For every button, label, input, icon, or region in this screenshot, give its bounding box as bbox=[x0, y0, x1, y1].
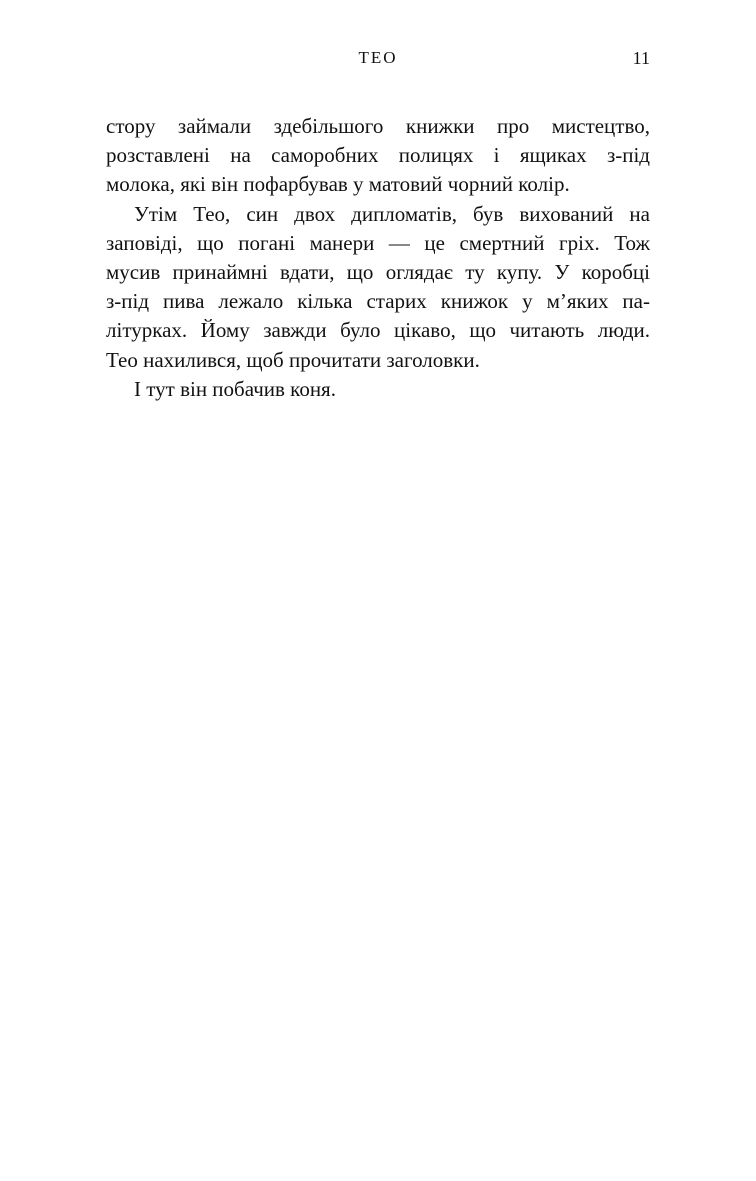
text-line: з-під пива лежало кілька старих книжок у м’яких па- bbox=[106, 289, 650, 314]
page-number: 11 bbox=[632, 48, 650, 68]
text-line: заповіді, що погані манери — це смертний гріх. Тож bbox=[106, 230, 650, 255]
paragraph-3 bbox=[106, 375, 650, 404]
paragraph-2 bbox=[106, 200, 650, 375]
text-line: молока, які він пофарбував у матовий чорний колір. bbox=[106, 172, 570, 197]
paragraph-1 bbox=[106, 112, 650, 200]
text-line: І тут він побачив коня. bbox=[134, 376, 336, 401]
body-text bbox=[106, 112, 650, 404]
text-line: Тео нахилився, щоб прочитати заголовки. bbox=[106, 347, 480, 372]
text-line: літурках. Йому завжди було цікаво, що читають люди. bbox=[106, 318, 650, 343]
text-line: розставлені на саморобних полицях і ящиках з-під bbox=[106, 143, 650, 168]
text-line: Утім Тео, син двох дипломатів, був вихований на bbox=[134, 201, 650, 226]
text-line: мусив принаймні вдати, що оглядає ту купу. У коробці bbox=[106, 260, 650, 285]
text-line: стору займали здебільшого книжки про мистецтво, bbox=[106, 114, 650, 138]
running-title: ТЕО bbox=[358, 48, 398, 67]
